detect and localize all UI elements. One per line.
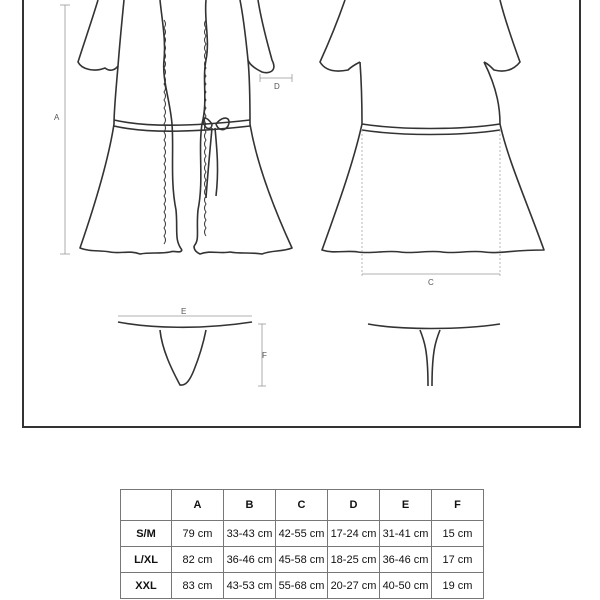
robe-front-outline <box>78 0 292 254</box>
measurement-cell: 42-55 cm <box>276 521 328 547</box>
dimension-e-label: E <box>181 307 187 316</box>
measurement-cell: 36-46 cm <box>224 547 276 573</box>
dimension-d-label: D <box>274 82 280 91</box>
size-chart-row <box>121 547 484 573</box>
size-chart-header-row <box>121 490 484 521</box>
size-chart-header-b: B <box>224 490 276 521</box>
measurement-cell: 20-27 cm <box>328 573 380 599</box>
robe-lace-trim <box>164 20 206 244</box>
dimension-c-label: C <box>428 278 434 287</box>
size-chart-header-f: F <box>432 490 484 521</box>
measurement-cell: 43-53 cm <box>224 573 276 599</box>
size-chart-table <box>120 489 484 599</box>
size-chart-header-c: C <box>276 490 328 521</box>
measurement-cell: 15 cm <box>432 521 484 547</box>
measurement-cell: 45-58 cm <box>276 547 328 573</box>
measurement-cell: 82 cm <box>172 547 224 573</box>
measurement-cell: 79 cm <box>172 521 224 547</box>
size-chart-row <box>121 573 484 599</box>
dimension-a-label: A <box>54 113 60 122</box>
measurement-cell: 17-24 cm <box>328 521 380 547</box>
size-chart-row <box>121 521 484 547</box>
thong-back-outline <box>368 324 500 386</box>
size-name-cell: S/M <box>121 521 172 547</box>
size-chart-header-a: A <box>172 490 224 521</box>
dimension-f-label: F <box>262 351 267 360</box>
measurement-cell: 83 cm <box>172 573 224 599</box>
measurement-cell: 17 cm <box>432 547 484 573</box>
measurement-cell: 19 cm <box>432 573 484 599</box>
measurement-cell: 33-43 cm <box>224 521 276 547</box>
measurement-cell: 36-46 cm <box>380 547 432 573</box>
dimension-d <box>260 74 292 82</box>
thong-front-outline <box>118 322 252 385</box>
measurement-cell: 55-68 cm <box>276 573 328 599</box>
dimension-c-guides <box>362 130 500 278</box>
size-name-cell: L/XL <box>121 547 172 573</box>
size-name-cell: XXL <box>121 573 172 599</box>
size-chart-corner-cell <box>121 490 172 521</box>
robe-back-outline <box>320 0 544 253</box>
size-chart-header-d: D <box>328 490 380 521</box>
measurement-cell: 18-25 cm <box>328 547 380 573</box>
measurement-cell: 31-41 cm <box>380 521 432 547</box>
measurement-cell: 40-50 cm <box>380 573 432 599</box>
size-chart-header-e: E <box>380 490 432 521</box>
dimension-a <box>60 5 70 254</box>
